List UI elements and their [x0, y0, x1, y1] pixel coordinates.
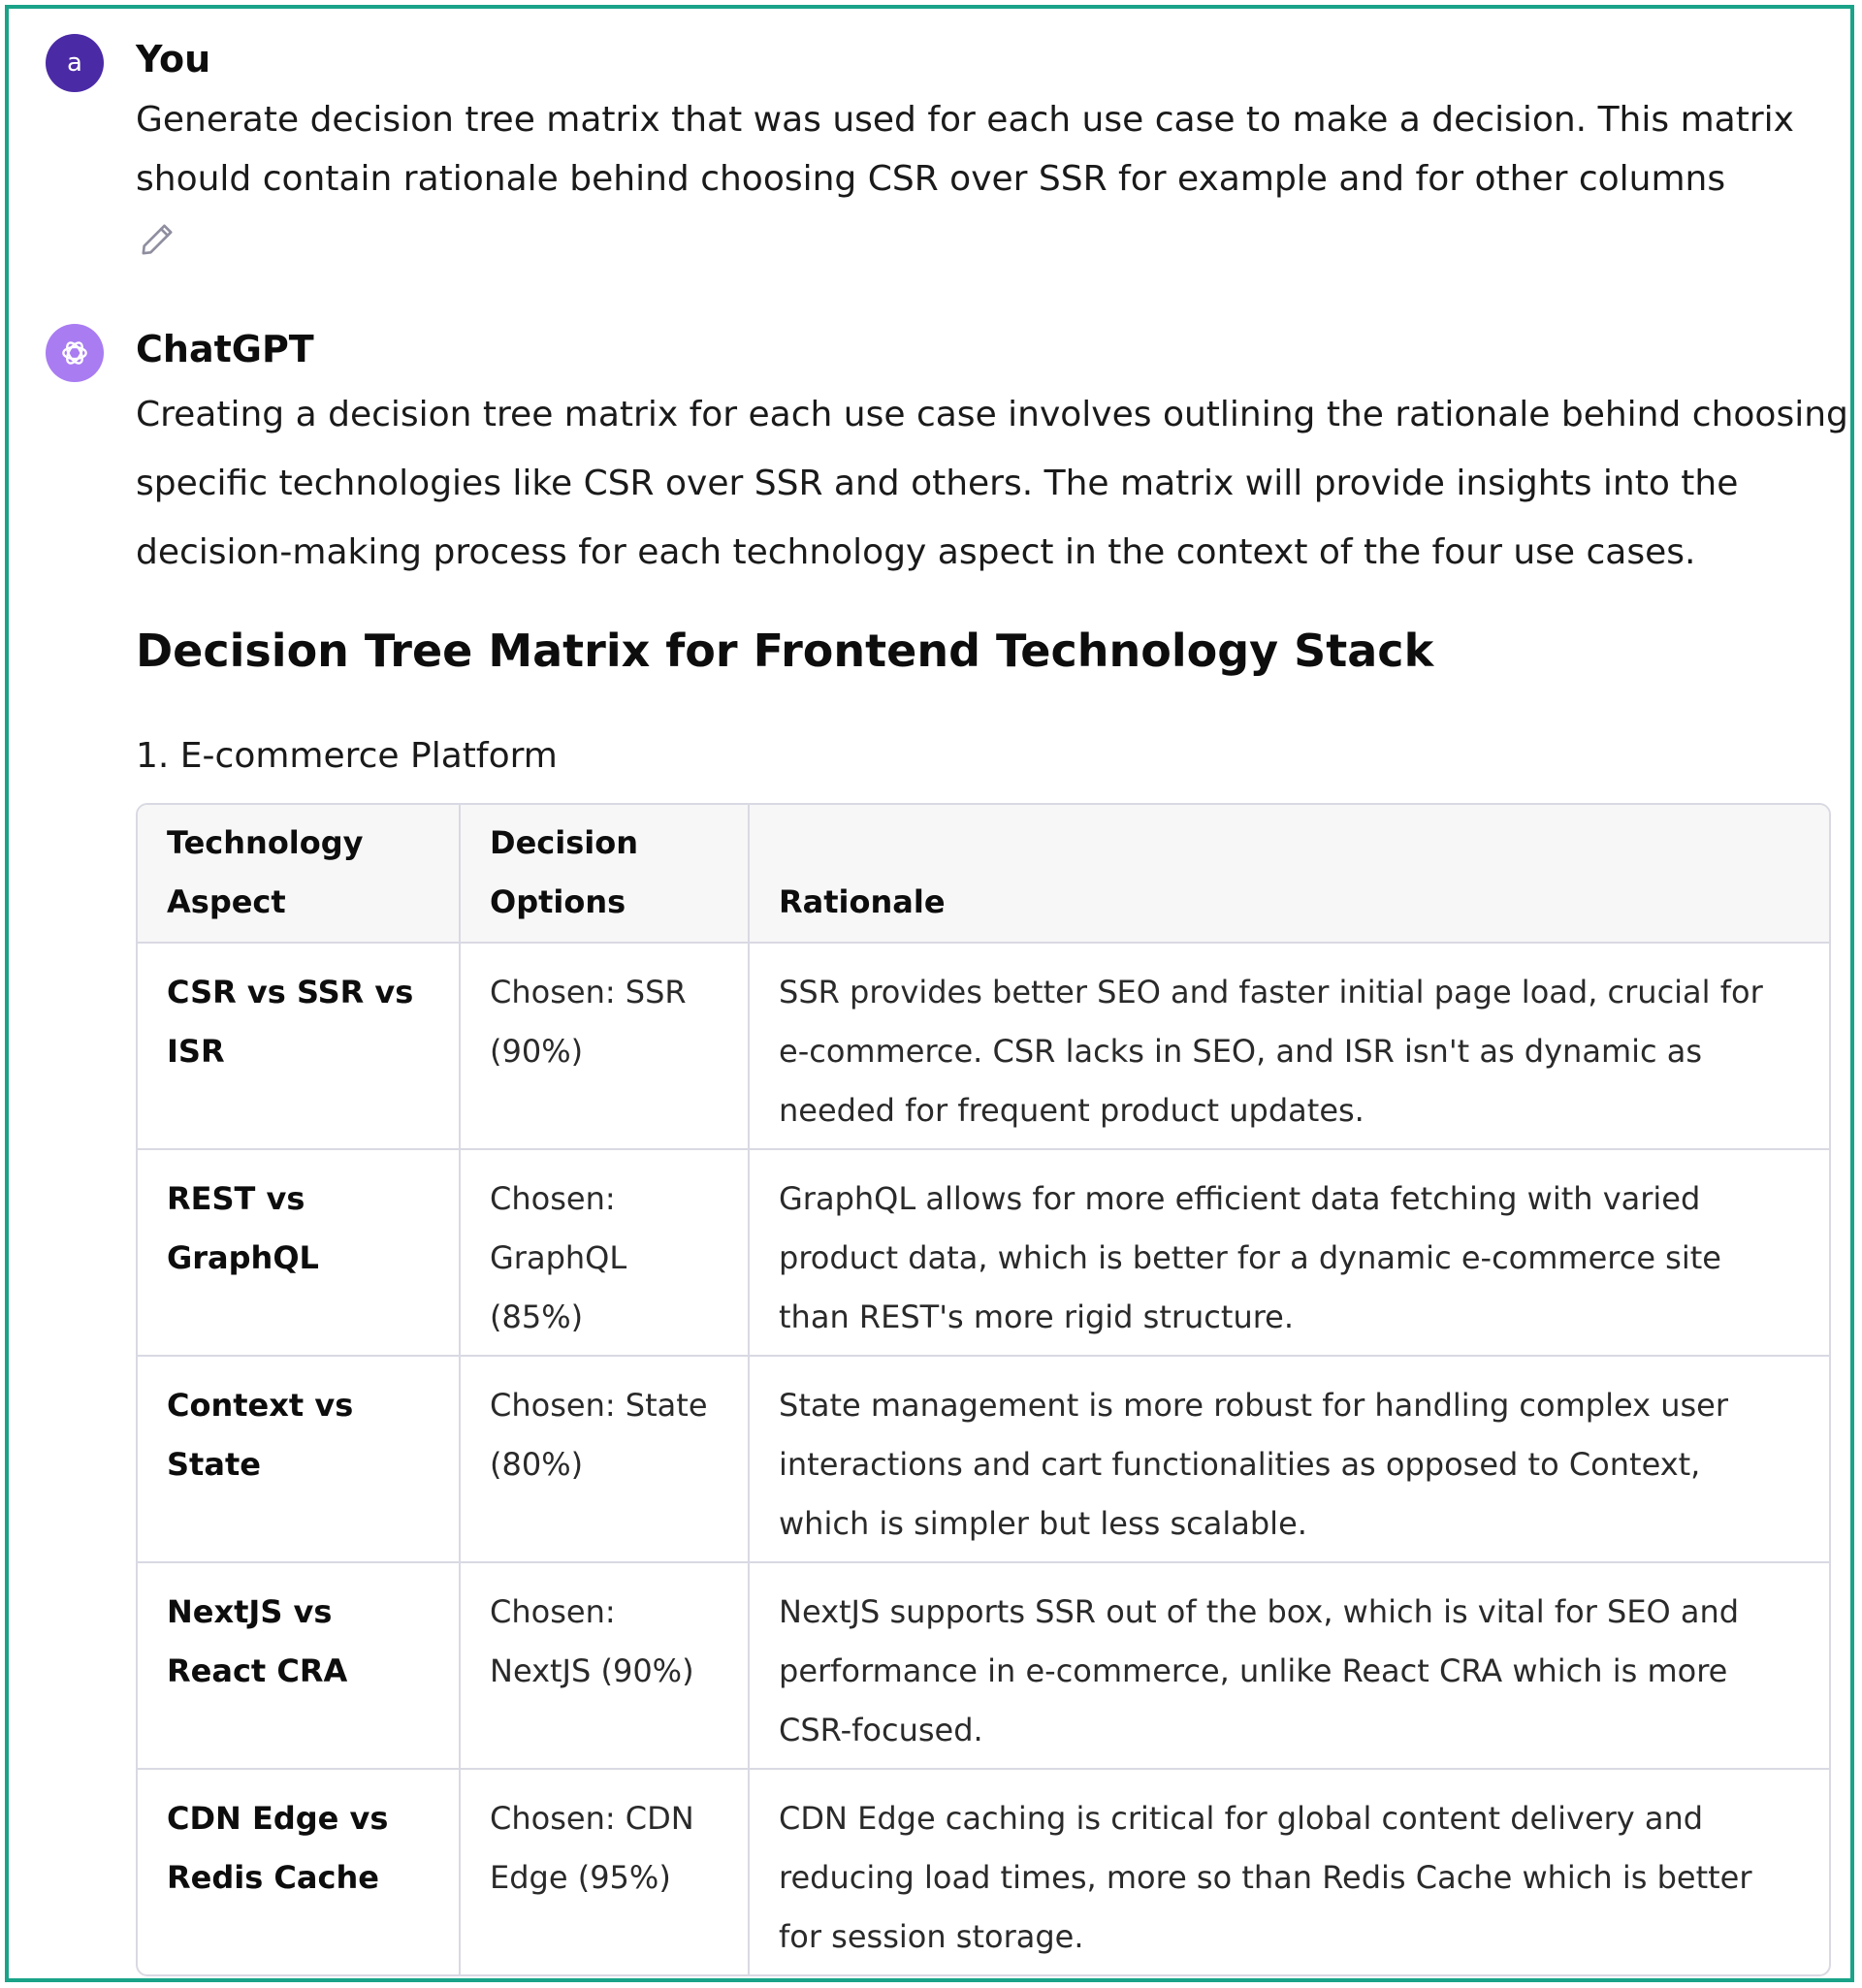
decision-matrix-table	[136, 803, 1831, 1976]
pencil-icon[interactable]	[138, 220, 177, 259]
user-message-text: Generate decision tree matrix that was used for each use case to make a decision. This matrix should contain rationale behind choosing CSR over SSR for example and for other columns	[136, 100, 1794, 199]
cell-option: Chosen: SSR (90%)	[460, 943, 749, 1149]
cell-aspect: REST vs GraphQL	[138, 1149, 460, 1356]
table-row	[138, 1356, 1829, 1562]
cell-rationale: SSR provides better SEO and faster initial page load, crucial for e-commerce. CSR lacks in SEO, and ISR isn't as dynamic as needed for frequent product updates.	[749, 943, 1829, 1149]
column-header-decision-options: Decision Options	[460, 805, 749, 943]
assistant-author-name: ChatGPT	[136, 328, 314, 370]
cell-option: Chosen: NextJS (90%)	[460, 1562, 749, 1769]
cell-rationale: NextJS supports SSR out of the box, which is vital for SEO and performance in e-commerce, unlike React CRA which is more CSR-focused.	[749, 1562, 1829, 1769]
table-row	[138, 943, 1829, 1149]
user-avatar	[46, 34, 104, 92]
user-avatar-letter: a	[67, 48, 82, 78]
matrix-heading: Decision Tree Matrix for Frontend Technology Stack	[136, 625, 1434, 677]
cell-option: Chosen: GraphQL (85%)	[460, 1149, 749, 1356]
assistant-message	[46, 324, 1848, 1972]
table-row	[138, 1562, 1829, 1769]
table-row	[138, 1149, 1829, 1356]
table-header-row	[138, 805, 1829, 943]
cell-aspect: Context vs State	[138, 1356, 460, 1562]
user-author-name: You	[136, 38, 211, 80]
cell-rationale: State management is more robust for handling complex user interactions and cart functionalities as opposed to Context, which is simpler but less scalable.	[749, 1356, 1829, 1562]
cell-option: Chosen: CDN Edge (95%)	[460, 1769, 749, 1974]
cell-aspect: NextJS vs React CRA	[138, 1562, 460, 1769]
conversation-frame	[5, 5, 1854, 1982]
cell-aspect: CSR vs SSR vs ISR	[138, 943, 460, 1149]
column-header-technology-aspect: Technology Aspect	[138, 805, 460, 943]
user-message	[46, 34, 1814, 267]
use-case-subheading: 1. E-commerce Platform	[136, 736, 558, 776]
assistant-intro-text: Creating a decision tree matrix for each use case involves outlining the rationale behind choosing specific technologies like CSR over SSR and others. The matrix will provide insights into the decision-making process for each technology aspect in the context of the four use cases.	[136, 395, 1848, 572]
openai-logo-icon	[46, 324, 104, 382]
cell-rationale: CDN Edge caching is critical for global content delivery and reducing load times, more so than Redis Cache which is better for session storage.	[779, 1800, 1752, 1955]
table-row	[138, 1769, 1829, 1974]
cell-rationale: GraphQL allows for more efficient data fetching with varied product data, which is better for a dynamic e-commerce site than REST's more rigid structure.	[749, 1149, 1829, 1356]
cell-aspect: CDN Edge vs Redis Cache	[138, 1769, 460, 1974]
cell-option: Chosen: State (80%)	[460, 1356, 749, 1562]
column-header-rationale: Rationale	[749, 805, 1829, 943]
